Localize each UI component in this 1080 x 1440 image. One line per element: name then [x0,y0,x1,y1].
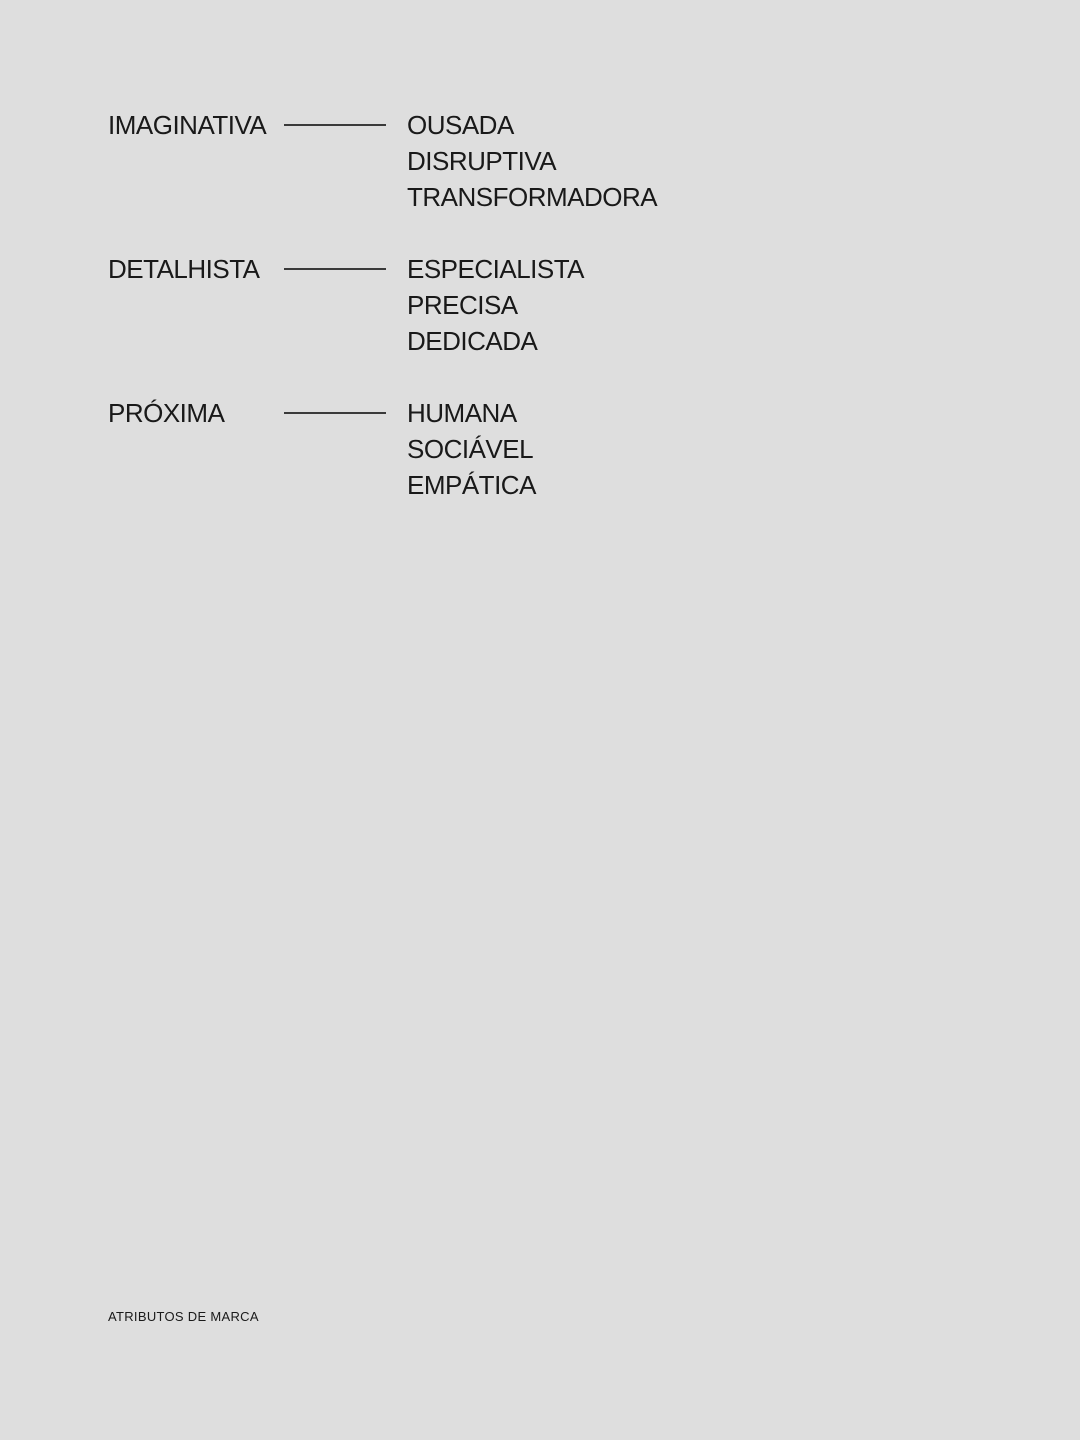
connector-line [284,268,386,270]
attribute-item: ESPECIALISTA [407,254,585,284]
attribute-item: PRECISA [407,290,518,320]
attribute-item: DISRUPTIVA [407,146,557,176]
attribute-item: HUMANA [407,398,517,428]
attribute-name: DETALHISTA [108,254,260,284]
attribute-group-detalhista [108,251,584,359]
attribute-list [407,107,657,215]
attribute-list [407,251,584,359]
connector-line [284,124,386,126]
attribute-item: EMPÁTICA [407,470,536,500]
attribute-name: PRÓXIMA [108,398,225,428]
attribute-group-imaginativa [108,107,657,215]
slide-caption: ATRIBUTOS DE MARCA [108,1309,259,1324]
attribute-item: OUSADA [407,110,514,140]
attribute-item: DEDICADA [407,326,538,356]
attribute-group-proxima [108,395,536,503]
attribute-item: SOCIÁVEL [407,434,534,464]
connector-line [284,412,386,414]
attribute-name: IMAGINATIVA [108,110,267,140]
attribute-item: TRANSFORMADORA [407,182,658,212]
attribute-list [407,395,536,503]
